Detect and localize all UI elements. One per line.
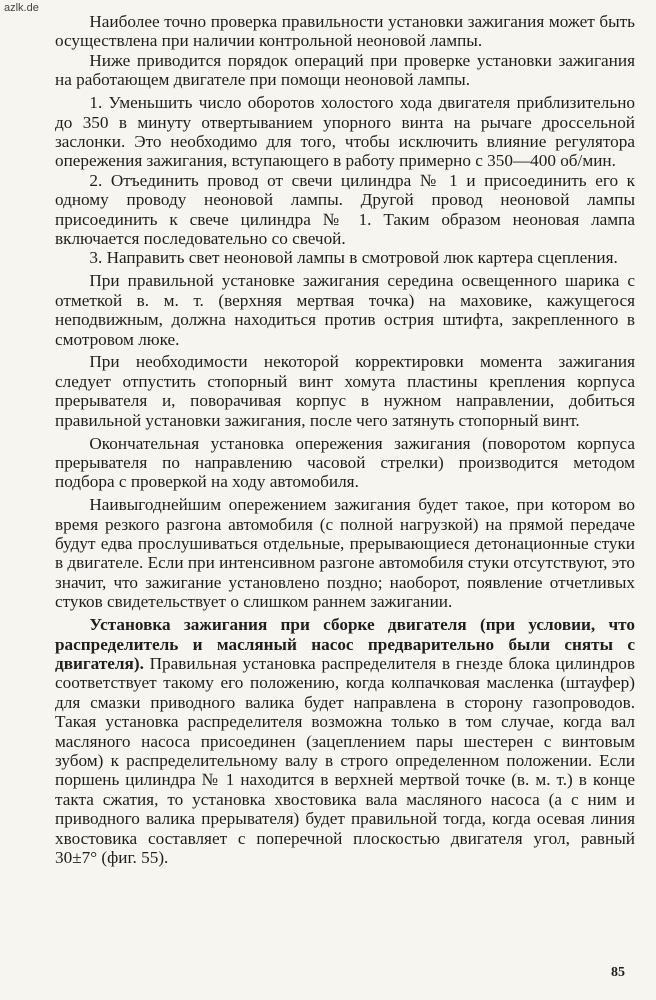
paragraph-assembly-heading: Установка зажигания при сборке двигателя (при условии, что распределитель и масляный насос предварительно были сняты с двигателя). (55, 615, 635, 673)
paragraph-final-setting: Окончательная установка опережения зажигания (поворотом корпуса прерывателя по направлению часовой стрелки) производится методом подбора с проверкой на ходу автомобиля. (55, 433, 635, 492)
paragraph-assembly-text: Правильная установка распределителя в гнезде блока цилиндров соответствует такому его положению, когда колпачковая масленка (штауфер) для смазки приводного валика будет направлена в сторону газопроводов. Такая установка распределителя возможна только в том случае, когда вал масляного насоса присоединен (зацеплением пары шестерен с винтовым зубом) к распределительному валу в строго определенном положении. Если поршень цилиндра № 1 находится в верхней мертвой точке (в. м. т.) в конце такта сжатия, то установка хвостовика вала масляного насоса (а с ним и приводного валика прерывателя) будет правильной тогда, когда осевая линия хвостовика составляет с поперечной плоскостью двигателя угол, равный 30±7° (фиг. 55). (55, 654, 635, 868)
paragraph-intro-2: Ниже приводится порядок операций при проверке установки зажигания на работающем двигателе при помощи неоновой лампы. (55, 50, 635, 90)
paragraph-assembly (55, 615, 635, 867)
page-body (55, 12, 635, 871)
paragraph-intro-1: Наиболее точно проверка правильности установки зажигания может быть осуществлена при наличии контрольной неоновой лампы. (55, 12, 635, 51)
paragraph-best-advance: Наивыгоднейшим опережением зажигания будет такое, при котором во время резкого разгона автомобиля (с полной нагрузкой) на прямой передаче будут едва прослушиваться отдельные, прерывающиеся детонационные стуки в двигателе. Если при интенсивном разгоне автомобиля стуки отсутствуют, это значит, что зажигание установлено поздно; наоборот, появление отчетливых стуков свидетельствует о слишком раннем зажигании. (55, 495, 635, 612)
paragraph-step-1: 1. Уменьшить число оборотов холостого хода двигателя приблизительно до 350 в минуту отвертыванием упорного винта на рычаге дроссельной заслонки. Это необходимо для того, чтобы исключить влияние регулятора опережения зажигания, вступающего в работу примерно с 350—400 об/мин. (55, 93, 635, 171)
paragraph-correct-setting: При правильной установке зажигания середина освещенного шарика с отметкой в. м. т. (верхняя мертвая точка) на маховике, кажущегося неподвижным, должна находиться против острия штифта, закрепленного в смотровом люке. (55, 271, 635, 349)
paragraph-step-3: 3. Направить свет неоновой лампы в смотровой люк картера сцепления. (89, 248, 618, 268)
paragraph-step-2: 2. Отъединить провод от свечи цилиндра № 1 и присоединить его к одному проводу неоновой лампы. Другой провод неоновой лампы присоединить к свече цилиндра № 1. Таким образом неоновая лампа включается последовательно со свечой. (55, 170, 635, 248)
page-number: 85 (611, 965, 625, 980)
paragraph-correction: При необходимости некоторой корректировки момента зажигания следует отпустить стопорный винт хомута пластины крепления корпуса прерывателя и, поворачивая корпус в нужном направлении, добиться правильной установки зажигания, после чего затянуть стопорный винт. (55, 352, 635, 430)
watermark-text: azlk.de (4, 2, 39, 14)
